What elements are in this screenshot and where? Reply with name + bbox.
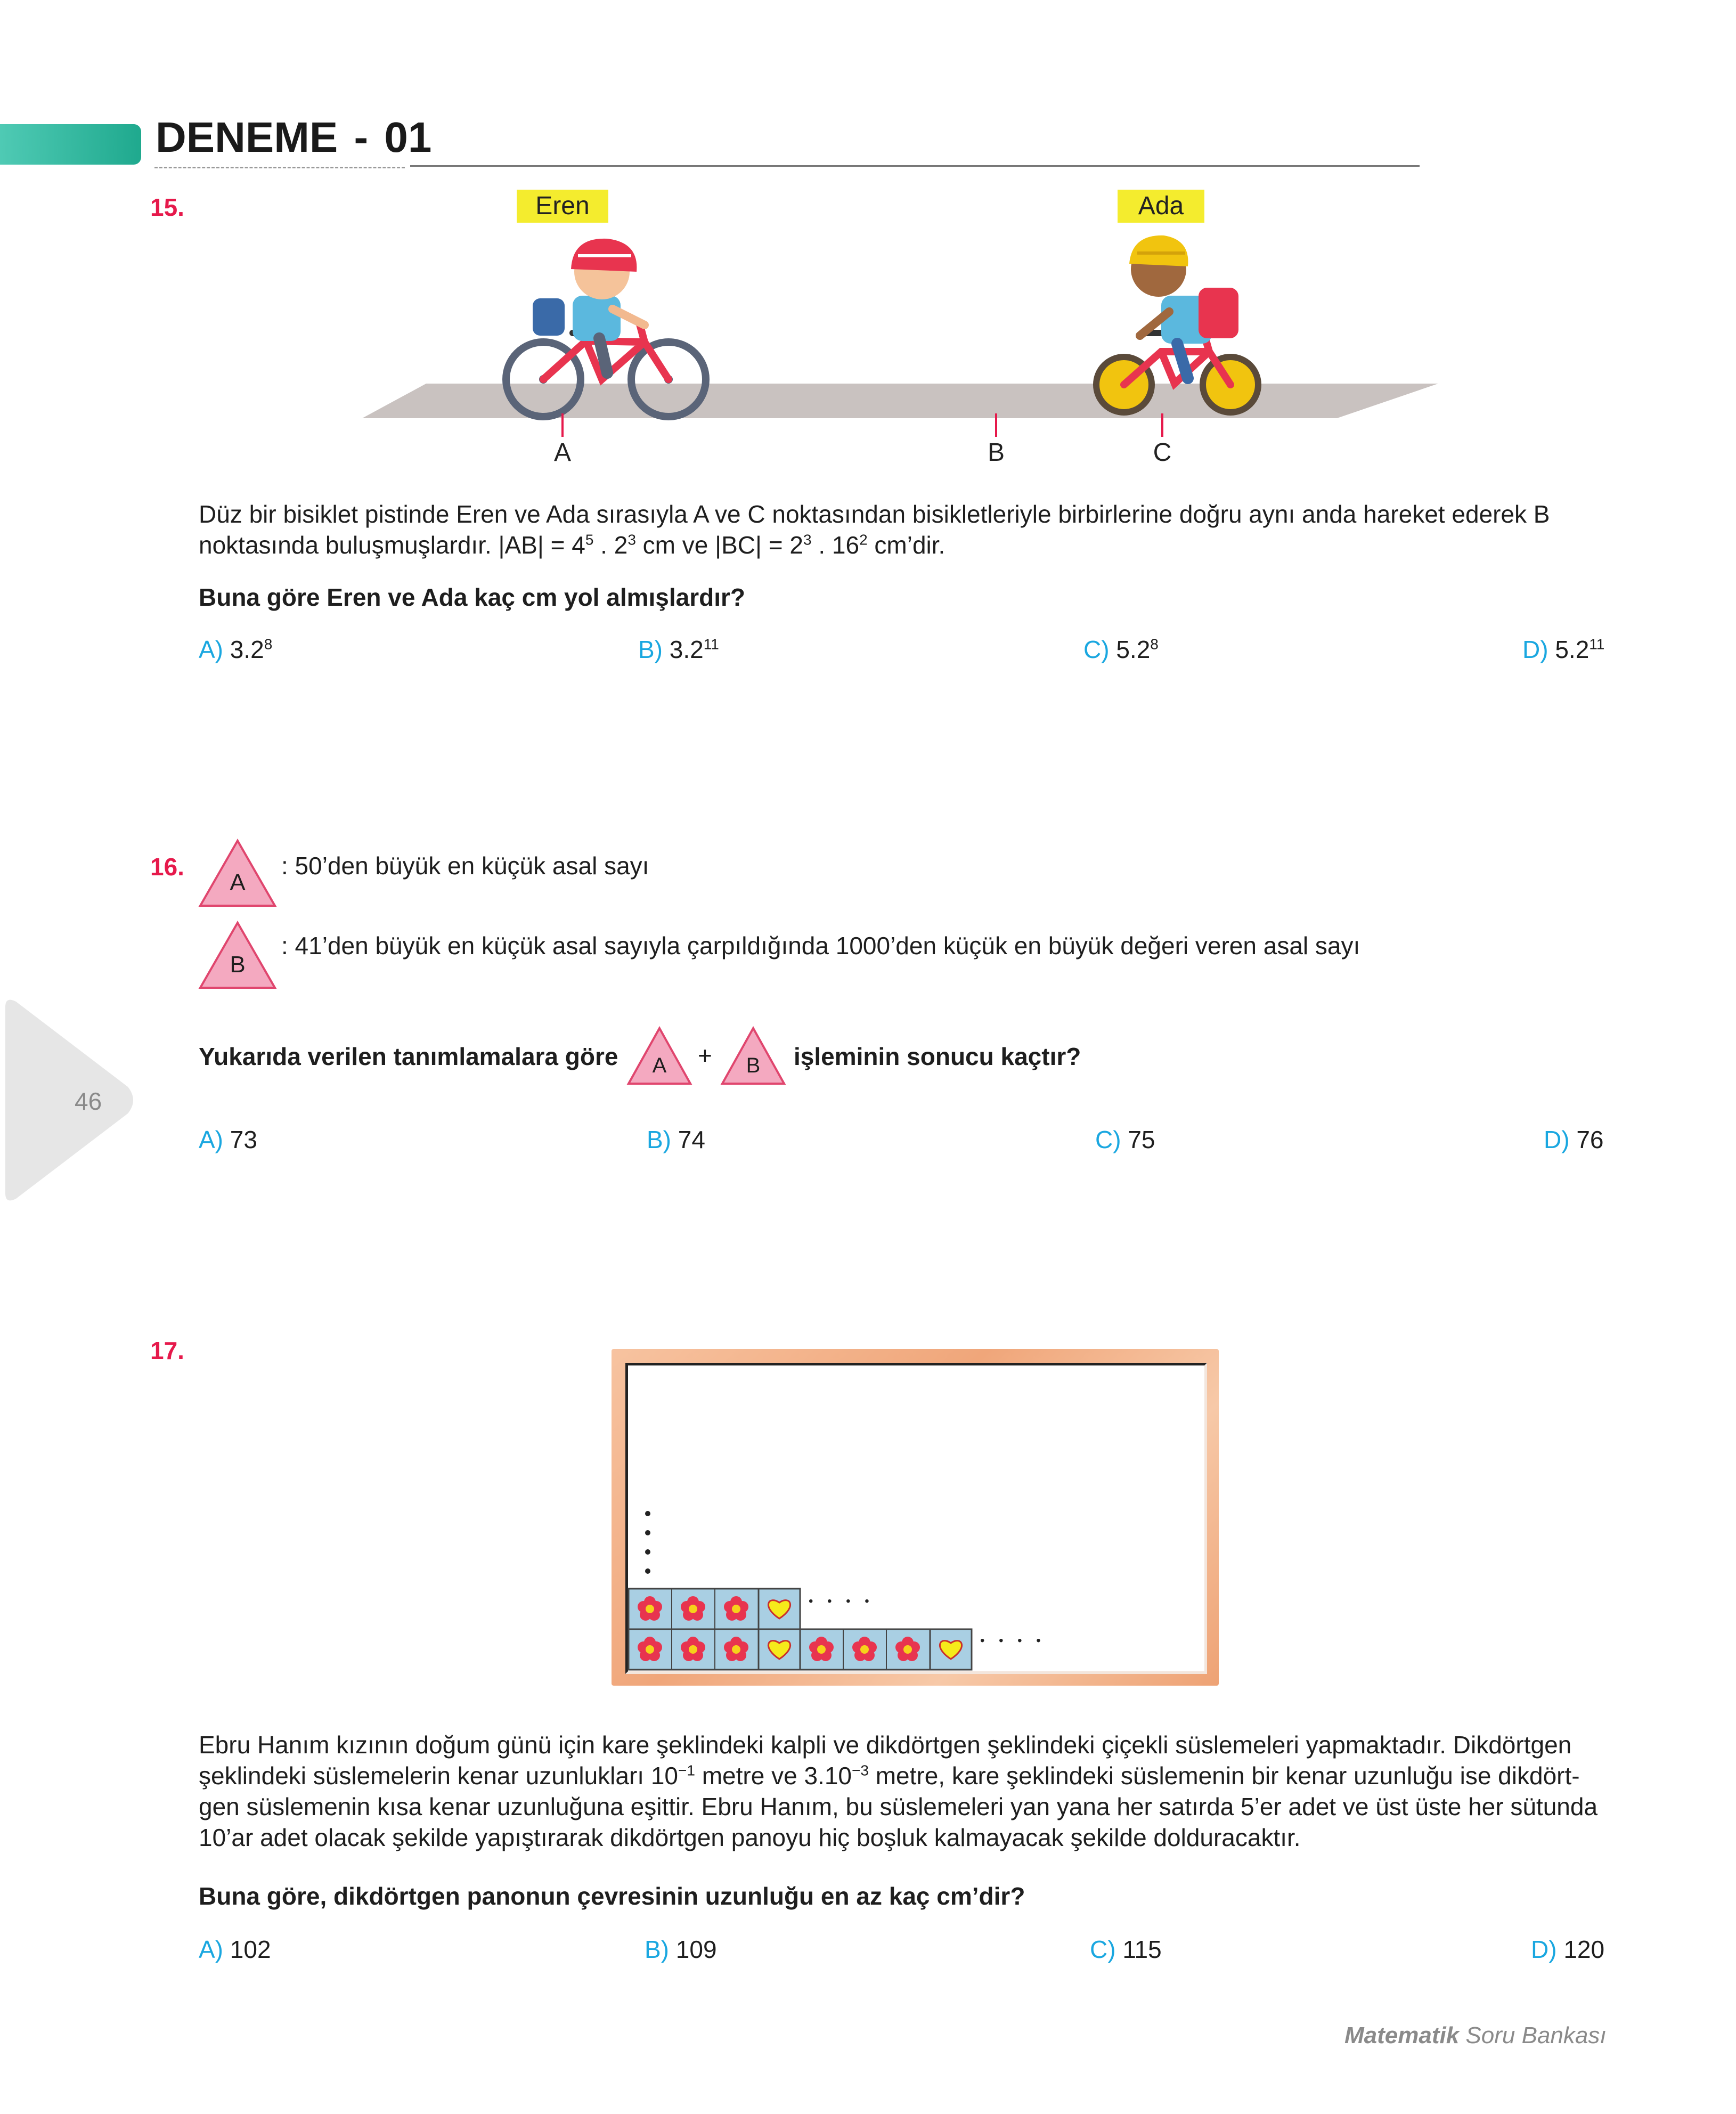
question-17-line-2: şeklindeki süslemelerin kenar uzunlukları $10^{-1}$ metre ve $3.10^{-3}$ metre, kare şeklindeki süslemenin bir kenar uzunluğu ise dikdört- — [199, 1762, 1580, 1790]
q17-option-d[interactable]: D) 120 — [1531, 1936, 1605, 1963]
page-number: 46 — [75, 1087, 102, 1115]
footer-subject: Matematik — [1344, 2022, 1460, 2048]
definition-b: : 41’den büyük en küçük asal sayıyla çarpıldığında 1000’den küçük en büyük değeri veren asal sayı — [281, 932, 1360, 960]
triangle-a-symbol: A — [198, 839, 277, 908]
page-title-number: 01 — [384, 113, 432, 161]
question-17-text — [199, 1729, 1605, 1853]
question-17-number: 17. — [150, 1337, 184, 1364]
q15-option-d[interactable]: D) $5.2^{11}$ — [1522, 636, 1605, 663]
q15-option-b[interactable]: B) $3.2^{11}$ — [638, 636, 719, 663]
row-2-continuation-dots: • • • • — [980, 1633, 1046, 1648]
question-15-line-1: Düz bir bisiklet pistinde Eren ve Ada sırasıyla A ve C noktasından bisikletleriyle birbirlerine doğru aynı anda hareket ederek B — [199, 500, 1550, 528]
question-17-line-4: 10’ar adet olacak şekilde yapıştırarak dikdörtgen panoyu hiç boşluk kalmayacak şekilde dolduracaktır. — [199, 1824, 1301, 1851]
q17-option-b[interactable]: B) 109 — [645, 1936, 717, 1963]
triangle-b-symbol: B — [198, 921, 277, 990]
point-b-label: B — [987, 438, 1005, 467]
q16-option-b[interactable]: B) 74 — [647, 1126, 705, 1153]
question-16-number: 16. — [150, 853, 184, 881]
plus-sign: + — [698, 1042, 712, 1069]
name-tag-eren: Eren — [517, 190, 608, 223]
page-title-main: DENEME — [156, 113, 338, 161]
point-a-tick — [561, 413, 564, 437]
header-rule — [410, 165, 1420, 167]
question-15-line-2: noktasında buluşmuşlardır. $|AB| = 4^5$ . $2^3$ cm ve $|BC| = 2^3$ . $16^2$ cm’dir. — [199, 531, 946, 559]
name-tag-ada: Ada — [1118, 190, 1204, 223]
page-title-sep: - — [354, 113, 369, 161]
q16-option-a[interactable]: A) 73 — [199, 1126, 257, 1153]
ada-cyclist-icon — [1096, 235, 1258, 412]
bike-track-illustration — [357, 224, 1444, 426]
q17-option-a[interactable]: A) 102 — [199, 1936, 271, 1963]
row-1-continuation-dots: • • • • — [809, 1594, 875, 1608]
question-17-line-3: gen süslemenin kısa kenar uzunluğuna eşittir. Ebru Hanım, bu süslemeleri yan yana her satırda 5’er adet ve üst üste her sütunda — [199, 1793, 1598, 1820]
point-b-tick — [995, 413, 997, 437]
page-marker-triangle — [0, 996, 138, 1204]
point-c-tick — [1161, 413, 1163, 437]
question-15-prompt: Buna göre Eren ve Ada kaç cm yol almışlardır? — [199, 583, 746, 611]
question-16-prompt-pre: Yukarıda verilen tanımlamalara göre — [199, 1043, 618, 1070]
definition-a: : 50’den büyük en küçük asal sayı — [281, 852, 649, 880]
footer-rest: Soru Bankası — [1459, 2022, 1607, 2048]
question-15-number: 15. — [150, 193, 184, 221]
q16-option-d[interactable]: D) 76 — [1544, 1126, 1604, 1153]
q15-option-c[interactable]: C) $5.2^8$ — [1083, 636, 1159, 663]
q15-option-a[interactable]: A) $3.2^8$ — [199, 636, 273, 663]
question-17-prompt: Buna göre, dikdörtgen panonun çevresinin uzunluğu en az kaç cm’dir? — [199, 1882, 1025, 1910]
question-17-line-1: Ebru Hanım kızının doğum günü için kare şeklindeki kalpli ve dikdörtgen şeklindeki çiçekli süslemeleri yapmaktadır. Dikdörtgen — [199, 1731, 1572, 1759]
point-a-label: A — [553, 438, 571, 467]
title-dashed-underline — [154, 167, 405, 168]
footer-book-title — [1344, 2022, 1607, 2049]
prompt-triangle-b: B — [720, 1026, 786, 1086]
q16-option-c[interactable]: C) 75 — [1095, 1126, 1155, 1153]
prompt-triangle-a: A — [626, 1026, 692, 1086]
question-15-text — [199, 499, 1605, 560]
vertical-dots — [645, 1511, 650, 1574]
page-title — [156, 113, 431, 162]
question-16-prompt-post: işleminin sonucu kaçtır? — [794, 1043, 1081, 1070]
point-c-label: C — [1153, 438, 1172, 467]
decoration-tiles — [627, 1588, 979, 1673]
q17-option-c[interactable]: C) 115 — [1090, 1936, 1162, 1963]
header-accent-bar — [0, 124, 141, 165]
